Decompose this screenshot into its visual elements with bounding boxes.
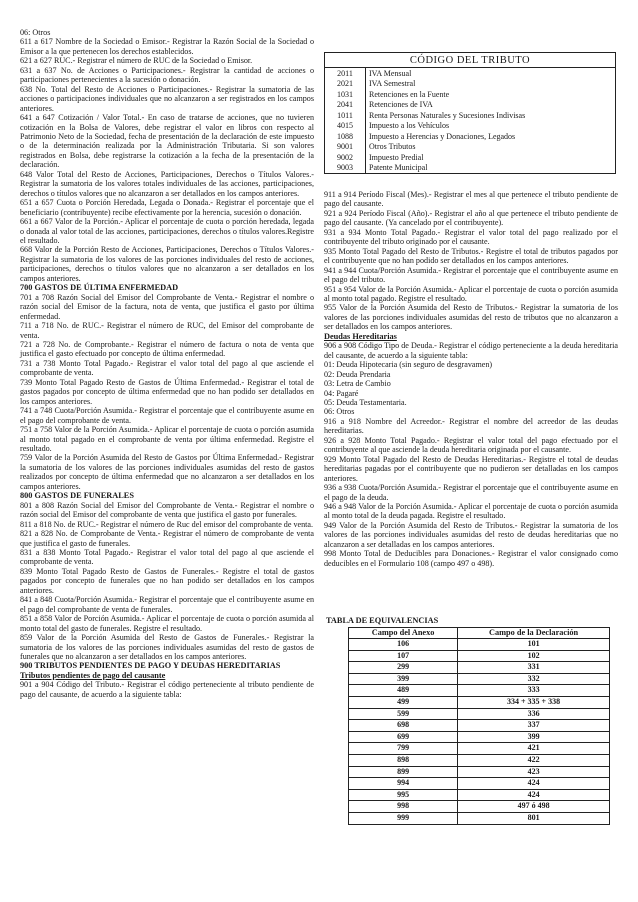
section-heading: 700 GASTOS DE ÚLTIMA ENFERMEDAD	[20, 283, 179, 293]
declaration-field: 332	[458, 673, 610, 685]
paragraph: 941 a 944 Cuota/Porción Asumida.- Registrar el porcentaje que el contribuyente asume en el pago del tributo.	[324, 265, 618, 285]
paragraph: 911 a 914 Período Fiscal (Mes).- Registrar el mes al que pertenece el tributo pendiente de pago del causante.	[324, 190, 618, 209]
paragraph: 955 Valor de la Porción Asumida del Resto de Tributos.- Registrar la sumatoria de los valores de las porciones individuales asumidas del resto de tributos que no alcanzaron a ser detallados en los campos anteriores.	[324, 303, 618, 332]
equivalence-row	[349, 650, 610, 662]
tax-code-table	[324, 52, 616, 174]
paragraph: 711 a 718 No. de RUC.- Registrar el número de RUC, del Emisor del comprobante de venta.	[20, 321, 314, 340]
tax-code: 1088	[325, 131, 366, 141]
equivalence-header-annex: Campo del Anexo	[349, 628, 458, 639]
paragraph: 929 Monto Total Pagado del Resto de Deudas Hereditarias.- Registre el total de deudas hereditarias pagadas por el contribuyente que no pudieron ser detalladas en los campos anteriores.	[324, 454, 618, 483]
equivalence-row	[349, 731, 610, 743]
paragraph: 851 a 858 Valor de Porción Asumida.- Aplicar el porcentaje de cuota o porción asumida al monto total del gasto de funerales. Registre el resultado.	[20, 614, 314, 633]
paragraph: 901 a 904 Código del Tributo.- Registrar el código perteneciente al tributo pendiente de pago del causante, de acuerdo a la siguiente tabla:	[20, 680, 314, 699]
declaration-field: 422	[458, 754, 610, 766]
equivalence-row	[349, 766, 610, 778]
tax-code: 2041	[325, 99, 366, 109]
declaration-field: 102	[458, 650, 610, 662]
paragraph: 701 a 708 Razón Social del Emisor del Comprobante de Venta.- Registrar el nombre o razón social del Emisor de la factura, nota de venta, que justifica el gasto por última enfermedad.	[20, 292, 314, 321]
equivalence-row	[349, 696, 610, 708]
annex-field: 599	[349, 708, 458, 720]
declaration-field: 399	[458, 731, 610, 743]
declaration-field: 101	[458, 639, 610, 651]
tax-code-label: IVA Mensual	[369, 69, 412, 78]
paragraph: 02: Deuda Prendaria	[324, 369, 391, 379]
paragraph: 739 Monto Total Pagado Resto de Gastos de Última Enfermedad.- Registrar el total de gastos pagados por concepto de última enfermedad que no han podido ser detallados en los campos anteriores.	[20, 377, 314, 406]
equivalence-row	[349, 685, 610, 697]
paragraph: 949 Valor de la Porción Asumida del Resto de Tributos.- Registrar la sumatoria de los valores de las porciones individuales asumidas del resto de deudas hereditarias que no alcanzaron a ser detalladas en los campos anteriores.	[324, 520, 618, 549]
paragraph: 668 Valor de la Porción Resto de Acciones, Participaciones, Derechos o Títulos Valores.- Registrar la sumatoria de los valores de las porciones individuales del resto de acciones, participaciones, derechos o títulos valores que no alcanzaron a ser detallados en los campos anteriores.	[20, 245, 314, 283]
annex-field: 994	[349, 778, 458, 790]
left-column	[20, 28, 314, 699]
annex-field: 106	[349, 639, 458, 651]
annex-field: 299	[349, 662, 458, 674]
paragraph: 759 Valor de la Porción Asumida del Resto de Gastos por Última Enfermedad.- Registrar la sumatoria de los valores de las porciones individuales asumidas del resto de gastos realizados por concepto de última enfermedad que no alcanzaron a ser detallados en los campos anteriores.	[20, 453, 314, 491]
section-heading: 800 GASTOS DE FUNERALES	[20, 491, 134, 501]
paragraph: 01: Deuda Hipotecaria (sin seguro de desgravamen)	[324, 360, 493, 370]
paragraph: 641 a 647 Cotización / Valor Total.- En caso de tratarse de acciones, que no tuvieren cotización en la Bolsa de Valores, debe registrar el valor en libros con respecto al Patrimonio Neto de la Sociedad, fecha de presentación de la declaración de este impuesto o de la determinación realizada por la Administración Tributaria. Si son valores registrados en Bolsa, debe registrarse la cotización a la fecha de la presentación de la declaración.	[20, 113, 314, 170]
tax-code: 1011	[325, 110, 366, 120]
annex-field: 999	[349, 812, 458, 824]
tax-code: 1031	[325, 89, 366, 99]
tax-code-table-title: CÓDIGO DEL TRIBUTO	[325, 53, 616, 68]
paragraph: 03: Letra de Cambio	[324, 379, 391, 389]
declaration-field: 497 ó 498	[458, 801, 610, 813]
paragraph: 06: Otros	[324, 407, 355, 417]
paragraph: 741 a 748 Cuota/Porción Asumida.- Registrar el porcentaje que el contribuyente asume en el pago del comprobante de venta.	[20, 406, 314, 425]
equivalence-row	[349, 812, 610, 824]
annex-field: 489	[349, 685, 458, 697]
tax-code-label: Renta Personas Naturales y Sucesiones Indivisas	[369, 110, 526, 120]
annex-field: 899	[349, 766, 458, 778]
paragraph: 661 a 667 Valor de la Porción.- Aplicar el porcentaje de cuota o porción heredada, legada o donada al valor total de las acciones, participaciones, derechos o títulos valores.Registre el resultado.	[20, 217, 314, 245]
right-column	[324, 190, 618, 568]
tax-code-row	[325, 152, 616, 162]
tax-code-row	[325, 141, 616, 151]
tax-code-label: Impuesto a los Vehículos	[369, 121, 450, 131]
declaration-field: 331	[458, 662, 610, 674]
tax-code-row	[325, 99, 616, 109]
tax-code: 2011	[325, 68, 366, 79]
section-heading: Deudas Hereditarias	[324, 331, 397, 341]
paragraph: 936 a 938 Cuota/Porción Asumida.- Registrar el porcentaje que el contribuyente asume en el pago de la deuda.	[324, 483, 618, 502]
tax-code-row	[325, 162, 616, 173]
tax-code-label: Retenciones de IVA	[369, 100, 433, 110]
tax-code-row	[325, 131, 616, 141]
tax-code-row	[325, 120, 616, 130]
annex-field: 698	[349, 720, 458, 732]
tax-code-label: Patente Municipal	[369, 163, 428, 173]
paragraph: 906 a 908 Código Tipo de Deuda.- Registrar el código perteneciente a la deuda hereditaria del causante, de acuerdo a la siguiente tabla:	[324, 341, 618, 360]
paragraph: 611 a 617 Nombre de la Sociedad o Emisor.- Registrar la Razón Social de la Sociedad o Emisor a la que pertenecen los derechos establecidos.	[20, 37, 314, 56]
equivalence-table-title: TABLA DE EQUIVALENCIAS	[326, 616, 439, 625]
paragraph: 651 a 657 Cuota o Porción Heredada, Legada o Donada.- Registrar el porcentaje que el beneficiario (contribuyente) recibe efectivamente por la herencia, sucesión o donación.	[20, 198, 314, 217]
equivalence-row	[349, 639, 610, 651]
paragraph: 721 a 728 No. de Comprobante.- Registrar el número de factura o nota de venta que justifica el gasto efectuado por concepto de última enfermedad.	[20, 340, 314, 359]
equivalence-row	[349, 673, 610, 685]
paragraph: 935 Monto Total Pagado del Resto de Tributos.- Registre el total de tributos pagados por el contribuyente que no han podido ser detallados en los campos anteriores.	[324, 246, 618, 266]
annex-field: 995	[349, 789, 458, 801]
declaration-field: 421	[458, 743, 610, 755]
paragraph: 821 a 828 No. de Comprobante de Venta.- Registrar el número de comprobante de venta que justifica el gasto de funerales.	[20, 529, 314, 548]
annex-field: 898	[349, 754, 458, 766]
declaration-field: 801	[458, 812, 610, 824]
annex-field: 399	[349, 673, 458, 685]
paragraph: 731 a 738 Monto Total Pagado.- Registrar el valor total del pago al que asciende el comprobante de venta.	[20, 358, 314, 378]
declaration-field: 423	[458, 766, 610, 778]
declaration-field: 337	[458, 720, 610, 732]
paragraph: 06: Otros	[20, 28, 51, 37]
tax-code: 2021	[325, 78, 366, 88]
code-table-wrapper	[324, 52, 618, 174]
paragraph: 859 Valor de la Porción Asumida del Resto de Gastos de Funerales.- Registrar la sumatoria de los valores de las porciones individuales asumidas del resto de gastos de funerales que no alcanzaron a ser detallados en los campos anteriores.	[20, 633, 314, 661]
equivalence-row	[349, 708, 610, 720]
equivalence-row	[349, 754, 610, 766]
paragraph: 751 a 758 Valor de la Porción Asumida.- Aplicar el porcentaje de cuota o porción asumida al monto total pagado en el comprobante de venta por última enfermedad. Registre el resultado.	[20, 425, 314, 453]
declaration-field: 333	[458, 685, 610, 697]
section-heading: 900 TRIBUTOS PENDIENTES DE PAGO Y DEUDAS HEREDITARIAS	[20, 661, 281, 671]
equivalence-row	[349, 720, 610, 732]
paragraph: 638 No. Total del Resto de Acciones o Participaciones.- Registrar la sumatoria de las acciones o participaciones individuales que no alcanzaron a ser registrados en los campos anteriores.	[20, 84, 314, 113]
paragraph: 831 a 838 Monto Total Pagado.- Registrar el valor total del pago al que asciende el comprobante de venta.	[20, 548, 314, 567]
tax-code-row	[325, 68, 616, 79]
equivalence-row	[349, 743, 610, 755]
declaration-field: 336	[458, 708, 610, 720]
tax-code-label: Retenciones en la Fuente	[369, 89, 450, 99]
tax-code: 9003	[325, 162, 366, 173]
tax-code: 9001	[325, 141, 366, 151]
tax-code-label: IVA Semestral	[369, 79, 416, 89]
paragraph: 648 Valor Total del Resto de Acciones, Participaciones, Derechos o Títulos Valores.- Registrar la sumatoria de los valores totales individuales de las acciones, participaciones, derechos o títulos valores que no alcanzaron a ser detallados en los campos anteriores.	[20, 169, 314, 198]
equivalence-row	[349, 789, 610, 801]
declaration-field: 424	[458, 778, 610, 790]
paragraph: 921 a 924 Período Fiscal (Año).- Registrar el año al que pertenece el tributo pendiente de pago del causante. (Ya cancelado por el contribuyente).	[324, 208, 618, 228]
tax-code-row	[325, 110, 616, 120]
equivalence-row	[349, 662, 610, 674]
tax-code-row	[325, 89, 616, 99]
paragraph: 916 a 918 Nombre del Acreedor.- Registrar el nombre del acreedor de las deudas hereditarias.	[324, 416, 618, 436]
paragraph: 621 a 627 RUC.- Registrar el número de RUC de la Sociedad o Emisor.	[20, 56, 253, 66]
paragraph: 05: Deuda Testamentaria.	[324, 398, 407, 408]
paragraph: 998 Monto Total de Deducibles para Donaciones.- Registrar el valor consignado como deducibles en el Formulario 108 (campo 497 o 498).	[324, 549, 618, 568]
equivalence-header-declaration: Campo de la Declaración	[458, 628, 610, 639]
tax-code: 9002	[325, 152, 366, 162]
tax-code-label: Impuesto a Herencias y Donaciones, Legados	[369, 131, 516, 141]
paragraph: 801 a 808 Razón Social del Emisor del Comprobante de Venta.- Registrar el nombre o razón social del Emisor del comprobante de venta que justifica el gasto por funerales.	[20, 500, 314, 520]
annex-field: 699	[349, 731, 458, 743]
tax-code: 4015	[325, 120, 366, 130]
annex-field: 799	[349, 743, 458, 755]
tax-code-label: Otros Tributos	[369, 142, 416, 152]
equivalence-row	[349, 778, 610, 790]
paragraph: 811 a 818 No. de RUC.- Registrar el número de Ruc del emisor del comprobante de venta.	[20, 519, 314, 529]
tax-code-row	[325, 78, 616, 88]
paragraph: 631 a 637 No. de Acciones o Participaciones.- Registrar la cantidad de acciones o participaciones pertenecientes a la sucesión o donación.	[20, 65, 314, 85]
annex-field: 499	[349, 696, 458, 708]
equivalence-table	[348, 627, 610, 825]
declaration-field: 334 + 335 + 338	[458, 696, 610, 708]
paragraph: 839 Monto Total Pagado Resto de Gastos de Funerales.- Registre el total de gastos pagados por concepto de funerales que no han podido ser detallados en los campos anteriores.	[20, 566, 314, 595]
declaration-field: 424	[458, 789, 610, 801]
section-heading: Tributos pendientes de pago del causante	[20, 670, 166, 680]
paragraph: 946 a 948 Valor de la Porción Asumida.- Aplicar el porcentaje de cuota o porción asumida al monto total de la deuda pagada. Registre el resultado.	[324, 502, 618, 521]
paragraph: 951 a 954 Valor de la Porción Asumida.- Aplicar el porcentaje de cuota o porción asumida al monto total pagado. Registre el resultado.	[324, 284, 618, 303]
annex-field: 107	[349, 650, 458, 662]
paragraph: 841 a 848 Cuota/Porción Asumida.- Registrar el porcentaje que el contribuyente asume en el pago del comprobante de venta de funerales.	[20, 595, 314, 614]
equivalence-row	[349, 801, 610, 813]
annex-field: 998	[349, 801, 458, 813]
paragraph: 926 a 928 Monto Total Pagado.- Registrar el valor total del pago efectuado por el contribuyente al que asciende la deuda hereditaria originada por el causante.	[324, 435, 618, 455]
paragraph: 931 a 934 Monto Total Pagado.- Registrar el valor total del pago realizado por el contribuyente del tributo originado por el causante.	[324, 227, 618, 247]
paragraph: 04: Pagaré	[324, 388, 359, 398]
tax-code-label: Impuesto Predial	[369, 152, 424, 162]
